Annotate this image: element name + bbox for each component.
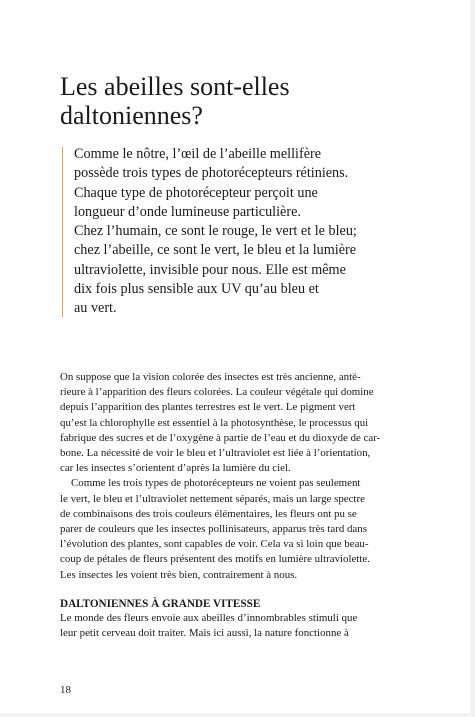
- body-line: l’évolution des plantes, sont capables de voir. Cela va si loin que beau-: [60, 538, 369, 551]
- section-line: Le monde des fleurs envoie aux abeilles d’innombrables stimuli que: [60, 612, 358, 624]
- body-line: coup de pétales de fleurs présentent des motifs en lumière ultraviolette.: [60, 553, 370, 566]
- intro-paragraph: [74, 145, 404, 319]
- intro-line: dix fois plus sensible aux UV qu’au bleu et: [74, 281, 319, 298]
- body-line: Les insectes les voient très bien, contrairement à nous.: [60, 568, 298, 581]
- body-line: depuis l’apparition des plantes terrestres est le vert. Le pigment vert: [60, 401, 356, 414]
- page-edge-shadow: [470, 0, 475, 717]
- section-line: leur petit cerveau doit traiter. Mais ici aussi, la nature fonctionne à: [60, 627, 349, 640]
- body-line: fabrique des sucres et de l’oxygène à partie de l’eau et du dioxyde de car-: [60, 431, 381, 444]
- intro-line: au vert.: [74, 300, 117, 317]
- intro-line: Comme le nôtre, l’œil de l’abeille mellifère: [74, 146, 322, 162]
- intro-line: possède trois types de photorécepteurs rétiniens.: [74, 165, 349, 182]
- body-line: bone. La nécessité de voir le bleu et l’ultraviolet est liée à l’orientation,: [60, 447, 371, 460]
- intro-line: chez l’abeille, ce sont le vert, le bleu et la lumière: [74, 242, 357, 259]
- body-line: On suppose que la vision colorée des insectes est très ancienne, anté-: [60, 371, 361, 383]
- body-line: rieure à l’apparition des fleurs colorées. La couleur végétale qui domine: [60, 386, 374, 399]
- body-text: [60, 370, 400, 583]
- title-line: Les abeilles sont-elles: [60, 72, 290, 101]
- section-text: [60, 611, 400, 641]
- body-line: Comme les trois types de photorécepteurs ne voient pas seulement: [71, 477, 361, 490]
- intro-line: Chez l’humain, ce sont le rouge, le vert et le bleu;: [74, 223, 357, 240]
- section-heading: DALTONIENNES À GRANDE VITESSE: [60, 598, 261, 610]
- body-line: qu’est la chlorophylle est essentiel à la photosynthèse, le processus qui: [60, 416, 369, 429]
- intro-line: longueur d’onde lumineuse particulière.: [74, 203, 301, 220]
- body-line: parer de couleurs que les insectes pollinisateurs, apparus très tard dans: [60, 523, 367, 536]
- intro-line: Chaque type de photorécepteur perçoit une: [74, 184, 318, 201]
- page-title: [60, 72, 420, 130]
- page-number: 18: [60, 684, 71, 696]
- title-line: daltoniennes?: [60, 101, 203, 130]
- intro-line: ultraviolette, invisible pour nous. Elle est même: [74, 261, 346, 278]
- body-line: de combinaisons des trois couleurs élémentaires, les fleurs ont pu se: [60, 507, 357, 520]
- intro-accent-rule: [62, 147, 63, 317]
- body-line: car les insectes s’orientent d’après la lumière du ciel.: [60, 462, 291, 475]
- body-line: le vert, le bleu et l’ultraviolet nettement séparés, mais un large spectre: [60, 492, 365, 505]
- page-edge-shadow-bottom: [0, 713, 475, 717]
